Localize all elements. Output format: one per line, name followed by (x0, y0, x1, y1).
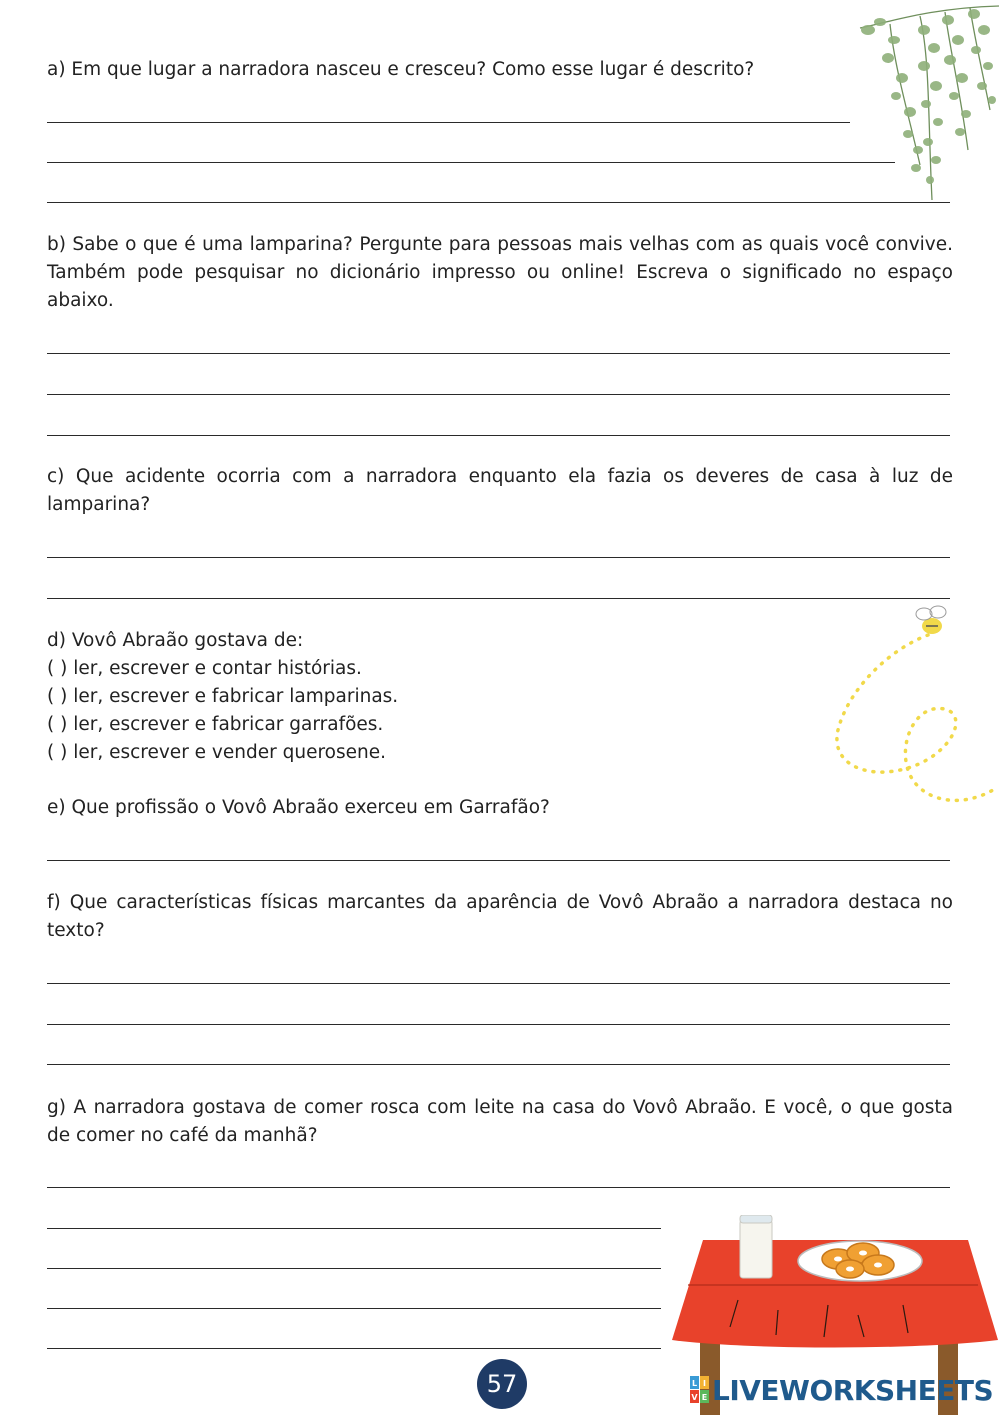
option-d-4[interactable]: ( ) ler, escrever e vender querosene. (47, 742, 386, 763)
answer-line-b-3[interactable] (47, 435, 950, 436)
live-badge-icon (690, 1376, 710, 1404)
answer-line-f-3[interactable] (47, 1064, 950, 1065)
answer-line-g-3[interactable] (47, 1268, 661, 1269)
answer-line-a-1[interactable] (47, 122, 850, 123)
badge-letter-e: E (701, 1393, 708, 1402)
answer-line-e-1[interactable] (47, 860, 950, 861)
option-d-3[interactable]: ( ) ler, escrever e fabricar garrafões. (47, 714, 384, 735)
hanging-plant-icon (850, 0, 999, 205)
answer-line-b-1[interactable] (47, 353, 950, 354)
answer-line-g-1[interactable] (47, 1187, 950, 1188)
option-d-1[interactable]: ( ) ler, escrever e contar histórias. (47, 658, 362, 679)
answer-line-g-5[interactable] (47, 1348, 661, 1349)
answer-line-a-3[interactable] (47, 202, 950, 203)
badge-letter-v: V (691, 1393, 698, 1402)
question-c: c) Que acidente ocorria com a narradora enquanto ela fazia os deveres de casa à luz de lamparina? (47, 466, 953, 515)
question-d-prompt: d) Vovô Abraão gostava de: (47, 630, 304, 651)
option-d-2[interactable]: ( ) ler, escrever e fabricar lamparinas. (47, 686, 399, 707)
page-number-badge: 57 (477, 1359, 527, 1409)
badge-letter-i: I (703, 1379, 706, 1388)
liveworksheets-brand-text: LIVEWORKSHEETS (712, 1373, 994, 1407)
answer-line-a-2[interactable] (47, 162, 895, 163)
question-b: b) Sabe o que é uma lamparina? Pergunte para pessoas mais velhas com as quais você convive. Também pode pesquisar no dicionário impresso ou online! Escreva o significado no espaço abaixo. (47, 234, 953, 311)
answer-line-g-2[interactable] (47, 1228, 661, 1229)
badge-letter-l: L (691, 1379, 698, 1388)
answer-line-f-1[interactable] (47, 983, 950, 984)
answer-line-b-2[interactable] (47, 394, 950, 395)
answer-line-f-2[interactable] (47, 1024, 950, 1025)
liveworksheets-logo (690, 1373, 993, 1407)
answer-line-c-2[interactable] (47, 598, 950, 599)
question-a: a) Em que lugar a narradora nasceu e cresceu? Como esse lugar é descrito? (47, 59, 755, 80)
answer-line-g-4[interactable] (47, 1308, 661, 1309)
question-d (47, 627, 953, 767)
question-f: f) Que características físicas marcantes da aparência de Vovô Abraão a narradora destaca no texto? (47, 892, 953, 941)
question-e: e) Que profissão o Vovô Abraão exerceu em Garrafão? (47, 797, 550, 818)
question-g: g) A narradora gostava de comer rosca com leite na casa do Vovô Abraão. E você, o que gosta de comer no café da manhã? (47, 1097, 953, 1146)
answer-line-c-1[interactable] (47, 557, 950, 558)
